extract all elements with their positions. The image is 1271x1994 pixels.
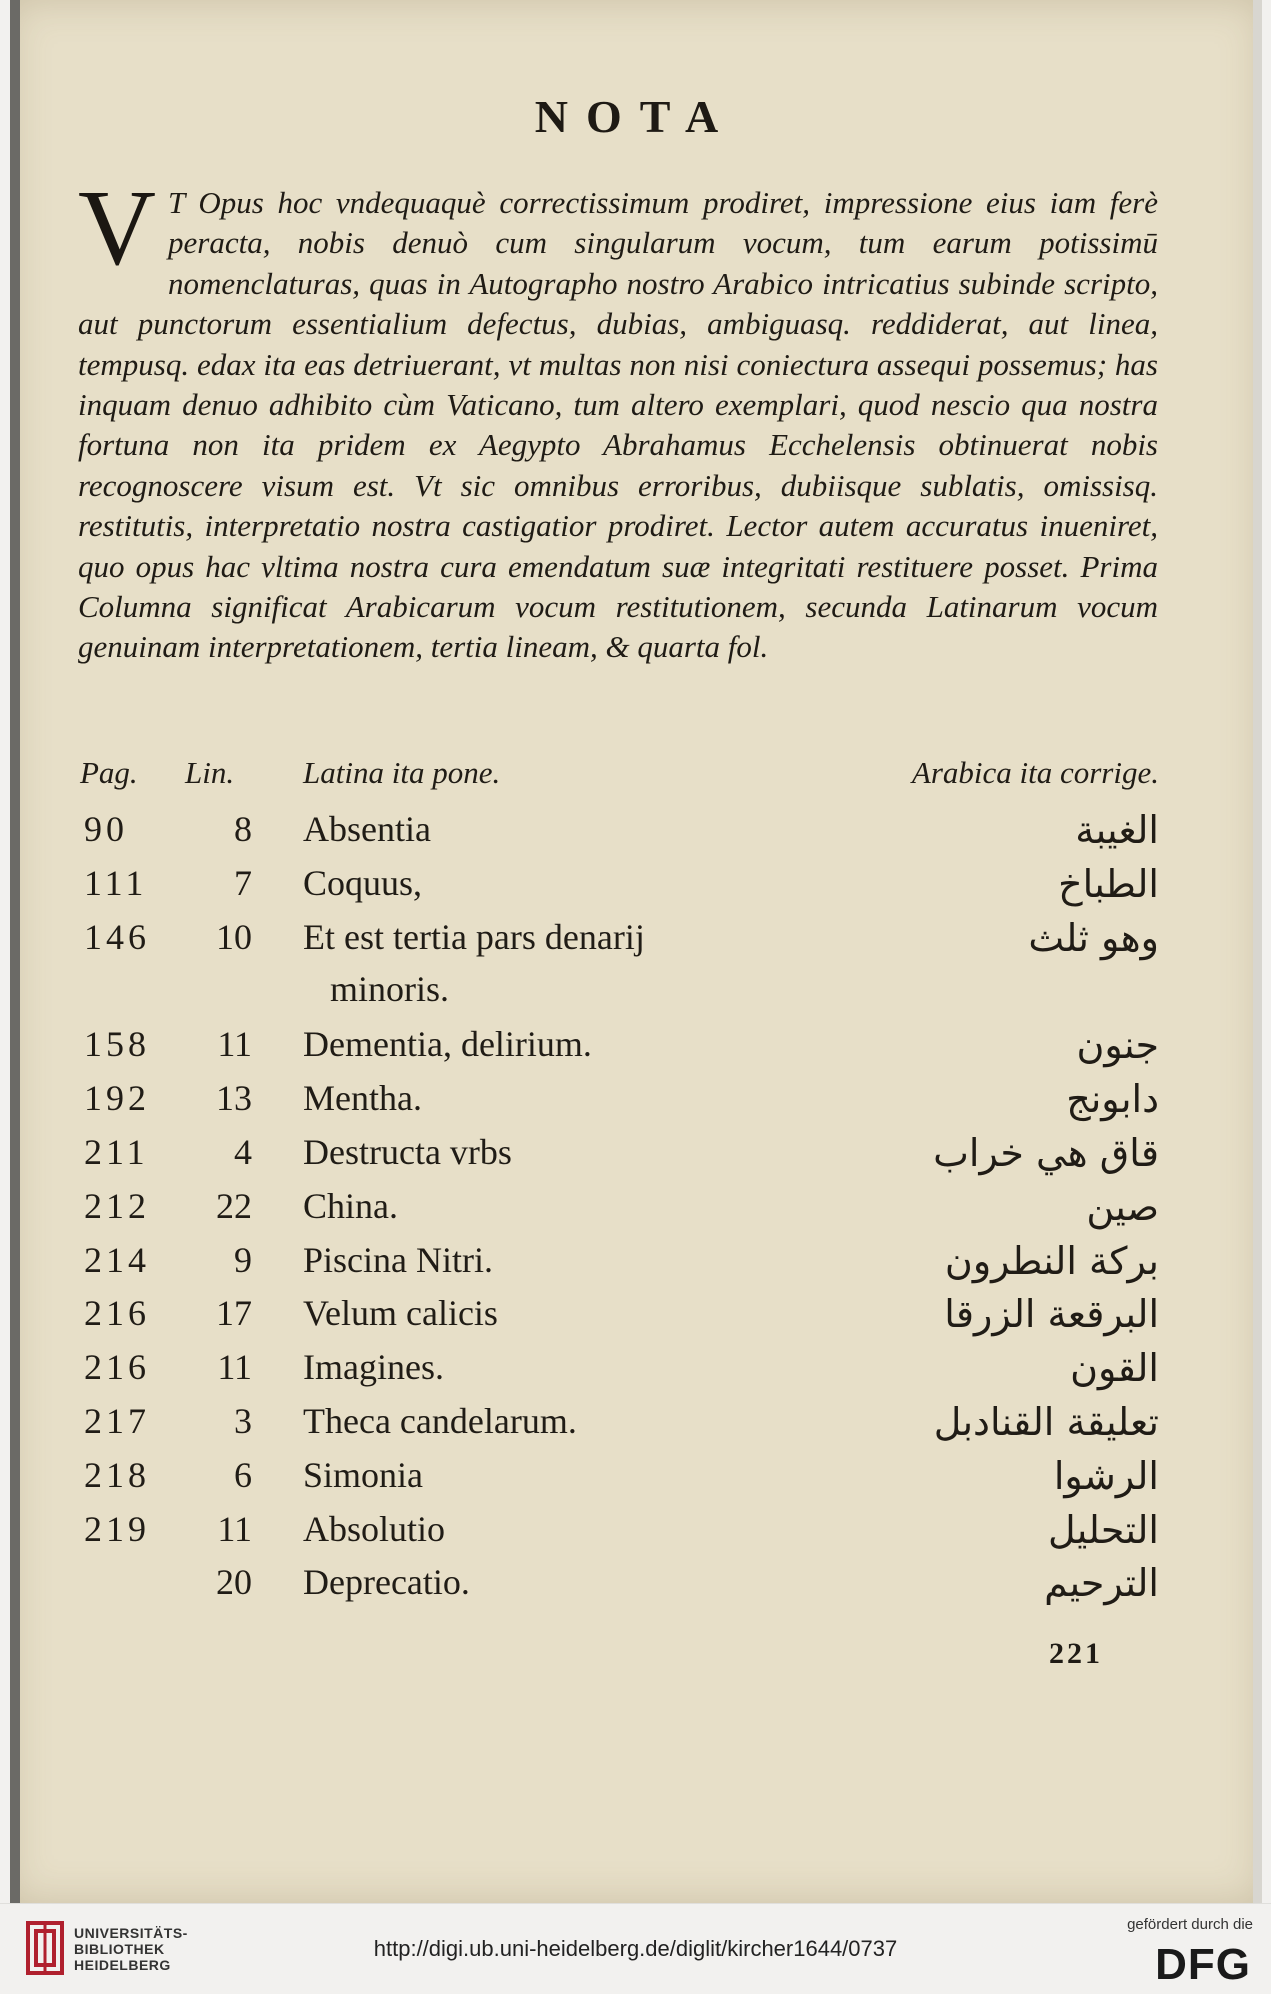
errata-row [0, 1346, 1271, 1398]
header-arabic: Arabica ita corrige. [911, 755, 1159, 790]
errata-header [0, 755, 1271, 807]
errata-pag: 146 [84, 916, 150, 957]
errata-pag: 192 [84, 1078, 150, 1119]
errata-lin: 11 [217, 1508, 252, 1549]
errata-arabic: الطباخ [1058, 861, 1159, 906]
errata-row [0, 1561, 1271, 1613]
errata-lin: 7 [234, 862, 252, 903]
errata-arabic: القون [1070, 1346, 1159, 1391]
errata-latin: Deprecatio. [303, 1562, 470, 1603]
errata-latin: Piscina Nitri. [303, 1239, 493, 1280]
errata-pag: 218 [84, 1454, 150, 1495]
errata-row [0, 1508, 1271, 1560]
errata-row [0, 1292, 1271, 1344]
header-pag: Pag. [80, 755, 138, 790]
institution-line-2: BIBLIOTHEK [74, 1941, 165, 1957]
errata-row [0, 808, 1271, 860]
errata-row [0, 1023, 1271, 1075]
errata-arabic: الترحيم [1044, 1561, 1159, 1606]
errata-latin: Dementia, delirium. [303, 1024, 592, 1065]
errata-arabic: صين [1086, 1184, 1159, 1229]
errata-pag: 158 [84, 1024, 150, 1065]
errata-row [0, 1239, 1271, 1291]
errata-arabic: تعليقة القنادبل [933, 1400, 1159, 1444]
errata-lin: 8 [234, 809, 252, 849]
errata-latin: Absolutio [303, 1508, 446, 1549]
errata-pag: 217 [84, 1401, 150, 1441]
errata-latin: Mentha. [303, 1078, 422, 1119]
errata-latin: Theca candelarum. [303, 1401, 577, 1441]
errata-arabic: قاق هي خراب [933, 1131, 1159, 1175]
intro-paragraph [78, 169, 1158, 668]
errata-arabic: بركة النطرون [944, 1238, 1159, 1283]
errata-latin: Absentia [303, 809, 431, 849]
institution-line-3: HEIDELBERG [74, 1957, 171, 1973]
errata-lin: 3 [234, 1401, 252, 1441]
errata-latin: Destructa vrbs [303, 1132, 512, 1172]
errata-row [0, 916, 1271, 968]
errata-arabic: التحليل [1048, 1507, 1159, 1552]
drop-cap: V [78, 169, 156, 288]
errata-row [0, 862, 1271, 914]
errata-arabic: الغيبة [1075, 808, 1159, 852]
catchword: 221 [1049, 1637, 1103, 1670]
errata-pag: 219 [84, 1508, 150, 1549]
errata-row [0, 1077, 1271, 1129]
errata-arabic: البرقعة الزرقا [944, 1292, 1159, 1337]
errata-latin: Et est tertia pars denarij [303, 916, 645, 957]
errata-pag: 214 [84, 1239, 150, 1280]
errata-row [0, 1185, 1271, 1237]
funding-text: gefördert durch die [1127, 1916, 1253, 1933]
errata-lin: 13 [216, 1078, 252, 1119]
errata-row [0, 1400, 1271, 1452]
errata-arabic: وهو ثلث [1028, 915, 1159, 960]
errata-lin: 22 [216, 1185, 252, 1226]
errata-pag: 212 [84, 1185, 150, 1226]
errata-pag: 90 [84, 809, 128, 849]
errata-lin: 11 [217, 1347, 252, 1388]
page-title: NOTA [534, 91, 737, 142]
errata-latin: Simonia [303, 1454, 424, 1495]
errata-lin: 17 [216, 1293, 252, 1334]
errata-lin: 6 [234, 1454, 252, 1495]
errata-arabic: الرشوا [1053, 1453, 1159, 1498]
errata-latin: Velum calicis [303, 1293, 498, 1334]
errata-lin: 9 [234, 1239, 252, 1280]
header-lin: Lin. [185, 755, 235, 790]
dfg-logo: DFG [1155, 1940, 1251, 1989]
page-url[interactable]: http://digi.ub.uni-heidelberg.de/diglit/kircher1644/0737 [373, 1936, 898, 1961]
errata-latin: China. [303, 1185, 398, 1226]
errata-pag: 216 [84, 1293, 150, 1334]
header-latin: Latina ita pone. [303, 755, 501, 790]
errata-pag: 111 [84, 862, 148, 903]
errata-pag: 216 [84, 1347, 150, 1388]
errata-lin: 10 [216, 916, 252, 957]
errata-pag: 211 [84, 1132, 149, 1172]
institution-line-1: UNIVERSITÄTS- [74, 1925, 188, 1941]
errata-lin: 4 [234, 1132, 252, 1172]
errata-wrap-line: minoris. [330, 969, 450, 1009]
intro-text: T Opus hoc vndequaquè correctissimum prodiret, impressione eius iam ferè peracta, nobis denuò cum singularum vocum, tum earum potissimū nomenclaturas, quas in Autographo nostro Arabico intricatius subinde scripto, aut punctorum essentialium defectus, dubias, ambiguasq. reddiderat, aut linea, tempusq. edax ita eas detriuerant, vt multas non nisi coniectura assequi possemus; has inquam denuo adhibito cùm Vaticano, tum altero exemplari, quod nescio qua nostra fortuna non ita pridem ex Aegypto Abrahamus Ecchelensis obtinuerat nobis recognoscere visum est. Vt sic omnibus erroribus, dubiisque sublatis, omissisq. restitutis, interpretatio nostra castigatior prodiret. Lector autem accuratus inueniret, quo opus hac vltima nostra cura emendatum suæ integritati restituere posset. Prima Columna significat Arabicarum vocum restitutionem, secunda Latinarum vocum genuinam interpretationem, tertia lineam, & quarta fol. [78, 185, 1158, 665]
errata-arabic: جنون [1076, 1023, 1159, 1068]
errata-lin: 20 [216, 1562, 252, 1603]
errata-arabic: دابونج [1066, 1077, 1159, 1122]
errata-latin: Coquus, [303, 862, 423, 903]
errata-row [0, 1454, 1271, 1506]
errata-row [0, 1131, 1271, 1183]
errata-latin: Imagines. [303, 1347, 444, 1388]
viewer-footer [0, 1903, 1271, 1994]
errata-lin: 11 [217, 1024, 252, 1065]
